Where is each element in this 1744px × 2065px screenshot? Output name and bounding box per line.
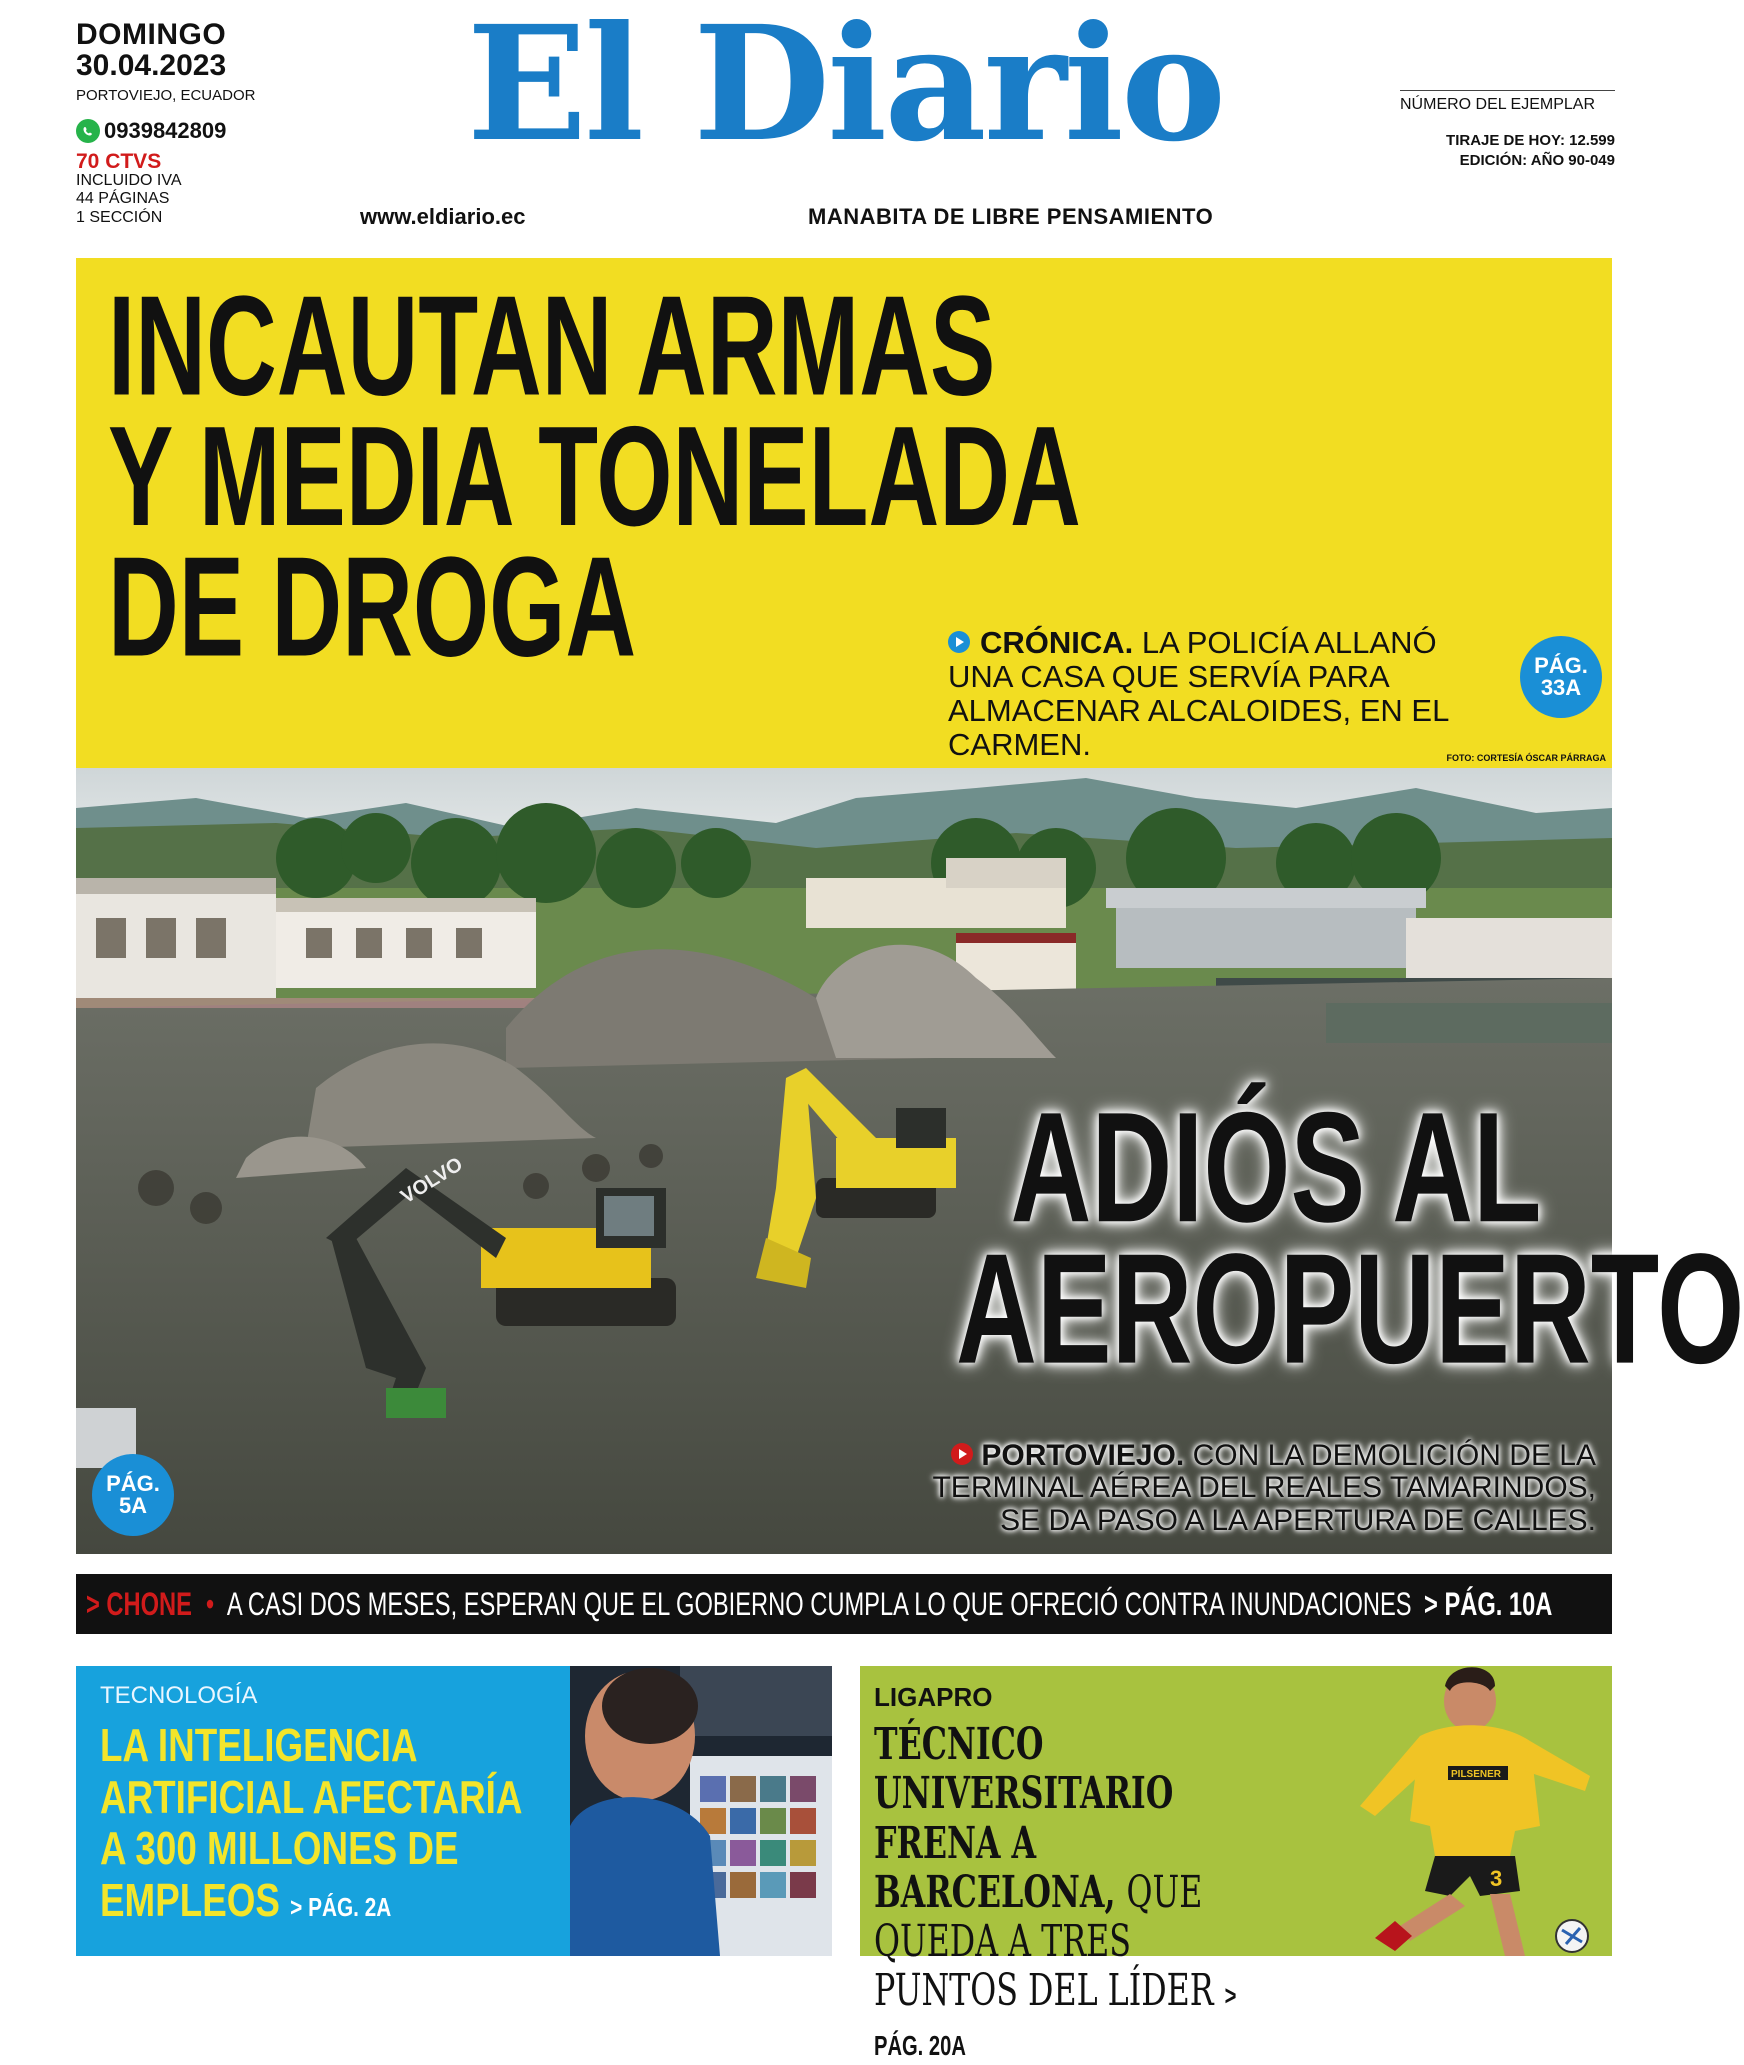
- newspaper-title: El Diario: [466, 0, 1224, 177]
- edition-number: EDICIÓN: AÑO 90-049: [1459, 151, 1615, 169]
- page-number: 33A: [1540, 675, 1582, 700]
- lead-headline-line: Y MEDIA TONELADA: [108, 396, 1081, 556]
- cover-price: 70 CTVS: [76, 150, 162, 173]
- play-arrow-icon: [948, 631, 970, 653]
- sport-headline-bold: TÉCNICO UNIVERSITARIO FRENA A BARCELONA,: [874, 1719, 1174, 1918]
- tech-headline: [100, 1720, 548, 1926]
- sport-kicker: LIGAPRO: [874, 1682, 993, 1712]
- page-label: PÁG.: [106, 1471, 160, 1496]
- sport-headline: [874, 1720, 1277, 2065]
- lead-kicker: CRÓNICA.: [980, 625, 1134, 660]
- masthead-left: [76, 20, 376, 227]
- lead-headline: [108, 265, 1608, 687]
- tech-kicker: TECNOLOGÍA: [100, 1682, 258, 1709]
- feature-headline-line: AEROPUERTO: [956, 1220, 1744, 1396]
- lead-headline-line: DE DROGA: [108, 526, 637, 687]
- ticker-text: A CASI DOS MESES, ESPERAN QUE EL GOBIERNO CUMPLA LO QUE OFRECIÓ CONTRA INUNDACIONES: [226, 1586, 1412, 1622]
- svg-text:PILSENER: PILSENER: [1451, 1769, 1502, 1780]
- news-ticker[interactable]: [76, 1574, 1612, 1634]
- newspaper-logo: [355, 0, 1335, 177]
- footballer-photo: [1300, 1646, 1612, 1956]
- lead-headline-line: INCAUTAN ARMAS: [108, 265, 996, 425]
- page-label: PÁG.: [1534, 653, 1588, 678]
- page-reference-badge[interactable]: [1520, 636, 1602, 718]
- play-arrow-icon: [951, 1443, 973, 1465]
- copy-number-label: NÚMERO DEL EJEMPLAR: [1400, 90, 1615, 113]
- tax-note: INCLUIDO IVA: [76, 172, 182, 189]
- computer-user-photo: [570, 1666, 832, 1956]
- feature-summary: [896, 1440, 1596, 1537]
- tech-headline-text: LA INTELIGENCIA ARTIFICIAL AFECTARÍA A 300 MILLONES DE EMPLEOS: [100, 1719, 522, 1926]
- edition-place: PORTOVIEJO, ECUADOR: [76, 86, 256, 104]
- whatsapp-contact: [76, 119, 376, 143]
- lead-story[interactable]: [76, 258, 1612, 768]
- feature-story[interactable]: [76, 768, 1744, 1554]
- svg-text:3: 3: [1490, 1866, 1503, 1891]
- ticker-page: > PÁG. 10A: [1424, 1586, 1553, 1622]
- phone-number: 0939842809: [104, 118, 227, 143]
- print-run: TIRAJE DE HOY: 12.599: [1446, 132, 1615, 149]
- feature-kicker: PORTOVIEJO.: [981, 1439, 1185, 1472]
- feature-headline: [956, 1079, 1744, 1396]
- feature-headline-line: ADIÓS AL: [1010, 1079, 1542, 1255]
- svg-text:VOLVO: VOLVO: [396, 1153, 467, 1209]
- page-number: 5A: [118, 1493, 148, 1518]
- ticker-separator: •: [205, 1586, 215, 1622]
- lead-summary: [948, 626, 1468, 762]
- page-count: 44 PÁGINAS: [76, 190, 170, 208]
- sport-story[interactable]: [860, 1666, 1612, 2061]
- section-count: 1 SECCIÓN: [76, 208, 163, 226]
- newspaper-slogan: MANABITA DE LIBRE PENSAMIENTO: [808, 204, 1214, 229]
- ticker-content: [86, 1588, 1552, 1620]
- whatsapp-icon: [76, 119, 100, 143]
- sport-page: > PÁG. 20A: [874, 1980, 1237, 2061]
- ticker-place: > CHONE: [86, 1586, 192, 1622]
- tech-page: > PÁG. 2A: [290, 1891, 392, 1922]
- masthead-right: [1400, 90, 1615, 170]
- edition-day: DOMINGO: [76, 18, 227, 51]
- lead-summary-text: LA POLICÍA ALLANÓ UNA CASA QUE SERVÍA PARA ALMACENAR ALCALOIDES, EN EL CARMEN.: [948, 625, 1449, 763]
- page-reference-badge[interactable]: [92, 1454, 174, 1536]
- tech-story[interactable]: [76, 1666, 832, 1956]
- photo-credit: FOTO: CORTESÍA ÓSCAR PÁRRAGA: [1446, 753, 1606, 763]
- edition-date: 30.04.2023: [76, 49, 227, 82]
- sport-headline-light: QUE QUEDA A TRES PUNTOS DEL LÍDER: [874, 1866, 1214, 2017]
- feature-summary-text: CON LA DEMOLICIÓN DE LA TERMINAL AÉREA DEL REALES TAMARINDOS, SE DA PASO A LA APERTURA DE CALLES.: [932, 1439, 1596, 1537]
- website-url[interactable]: www.eldiario.ec: [360, 204, 526, 229]
